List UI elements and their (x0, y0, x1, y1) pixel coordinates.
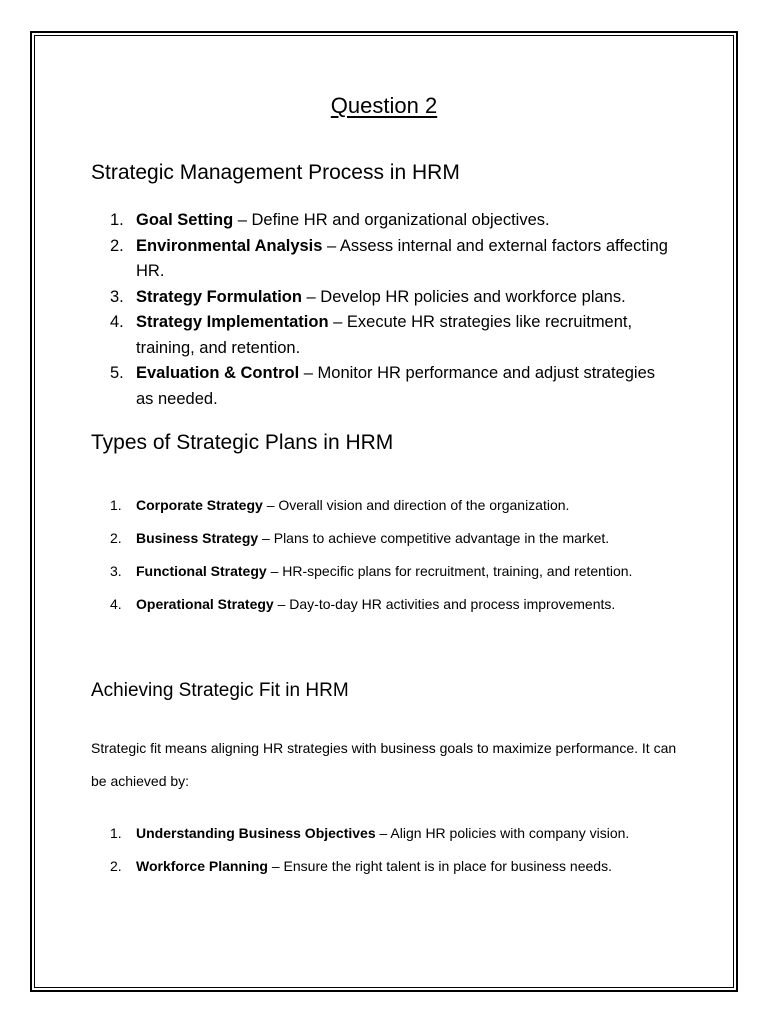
list-item (91, 489, 691, 522)
list-item (91, 310, 671, 361)
list-item (91, 522, 691, 555)
list-item-number: 3. (110, 563, 122, 579)
list-item-number: 1. (110, 825, 122, 841)
list-item-lead: Understanding Business Objectives (136, 825, 376, 841)
strategic-plans-list (91, 489, 691, 621)
list-item-lead: Environmental Analysis (136, 236, 323, 255)
list-item-text: – Develop HR policies and workforce plans. (301, 287, 626, 306)
list-item-lead: Functional Strategy (136, 563, 267, 579)
list-item-number: 4. (110, 596, 122, 612)
section-heading-strategic-fit: Achieving Strategic Fit in HRM (91, 680, 349, 701)
list-item-lead: Operational Strategy (136, 596, 274, 612)
list-item (91, 285, 671, 311)
list-item-text: – Overall vision and direction of the organization. (262, 497, 570, 513)
list-item-number: 4. (110, 313, 124, 331)
list-item (91, 588, 691, 621)
list-item (91, 817, 691, 850)
list-item-number: 1. (110, 211, 124, 229)
list-item-lead: Business Strategy (136, 530, 259, 546)
list-item-lead: Evaluation & Control (136, 364, 300, 382)
list-item-number: 2. (110, 236, 124, 255)
strategic-fit-list (91, 817, 691, 883)
section-heading-strategic-management: Strategic Management Process in HRM (91, 161, 460, 184)
list-item (91, 361, 671, 412)
list-item-text: – Monitor HR performance and adjust strategies as needed. (136, 364, 656, 408)
list-item-number: 2. (110, 858, 122, 874)
list-item-text: – Ensure the right talent is in place for business needs. (267, 858, 612, 874)
list-item-lead: Corporate Strategy (136, 497, 263, 513)
list-item (91, 234, 671, 285)
list-item-text: – Execute HR strategies like recruitment, training, and retention. (136, 313, 633, 357)
list-item-lead: Goal Setting (136, 211, 234, 229)
page-title: Question 2 (330, 93, 438, 118)
list-item-text: – Assess internal and external factors affecting HR. (136, 236, 668, 280)
list-item-text: – Align HR policies with company vision. (375, 825, 630, 841)
list-item (91, 555, 691, 588)
list-item-number: 2. (110, 530, 122, 546)
section-heading-strategic-plans: Types of Strategic Plans in HRM (91, 431, 394, 454)
strategic-management-list (91, 208, 671, 412)
list-item-text: – Day-to-day HR activities and process improvements. (273, 596, 616, 612)
list-item (91, 208, 671, 234)
list-item-number: 5. (110, 364, 124, 382)
strategic-fit-paragraph: Strategic fit means aligning HR strategies with business goals to maximize performance. It can be achieved by: (91, 740, 677, 789)
list-item-lead: Strategy Formulation (136, 287, 302, 306)
list-item-text: – HR-specific plans for recruitment, training, and retention. (266, 563, 633, 579)
list-item-lead: Strategy Implementation (136, 313, 329, 331)
list-item-number: 3. (110, 287, 124, 306)
list-item-lead: Workforce Planning (136, 858, 268, 874)
list-item (91, 850, 691, 883)
list-item-text: – Plans to achieve competitive advantage in the market. (258, 530, 610, 546)
list-item-number: 1. (110, 497, 122, 513)
list-item-text: – Define HR and organizational objectives. (233, 211, 550, 229)
